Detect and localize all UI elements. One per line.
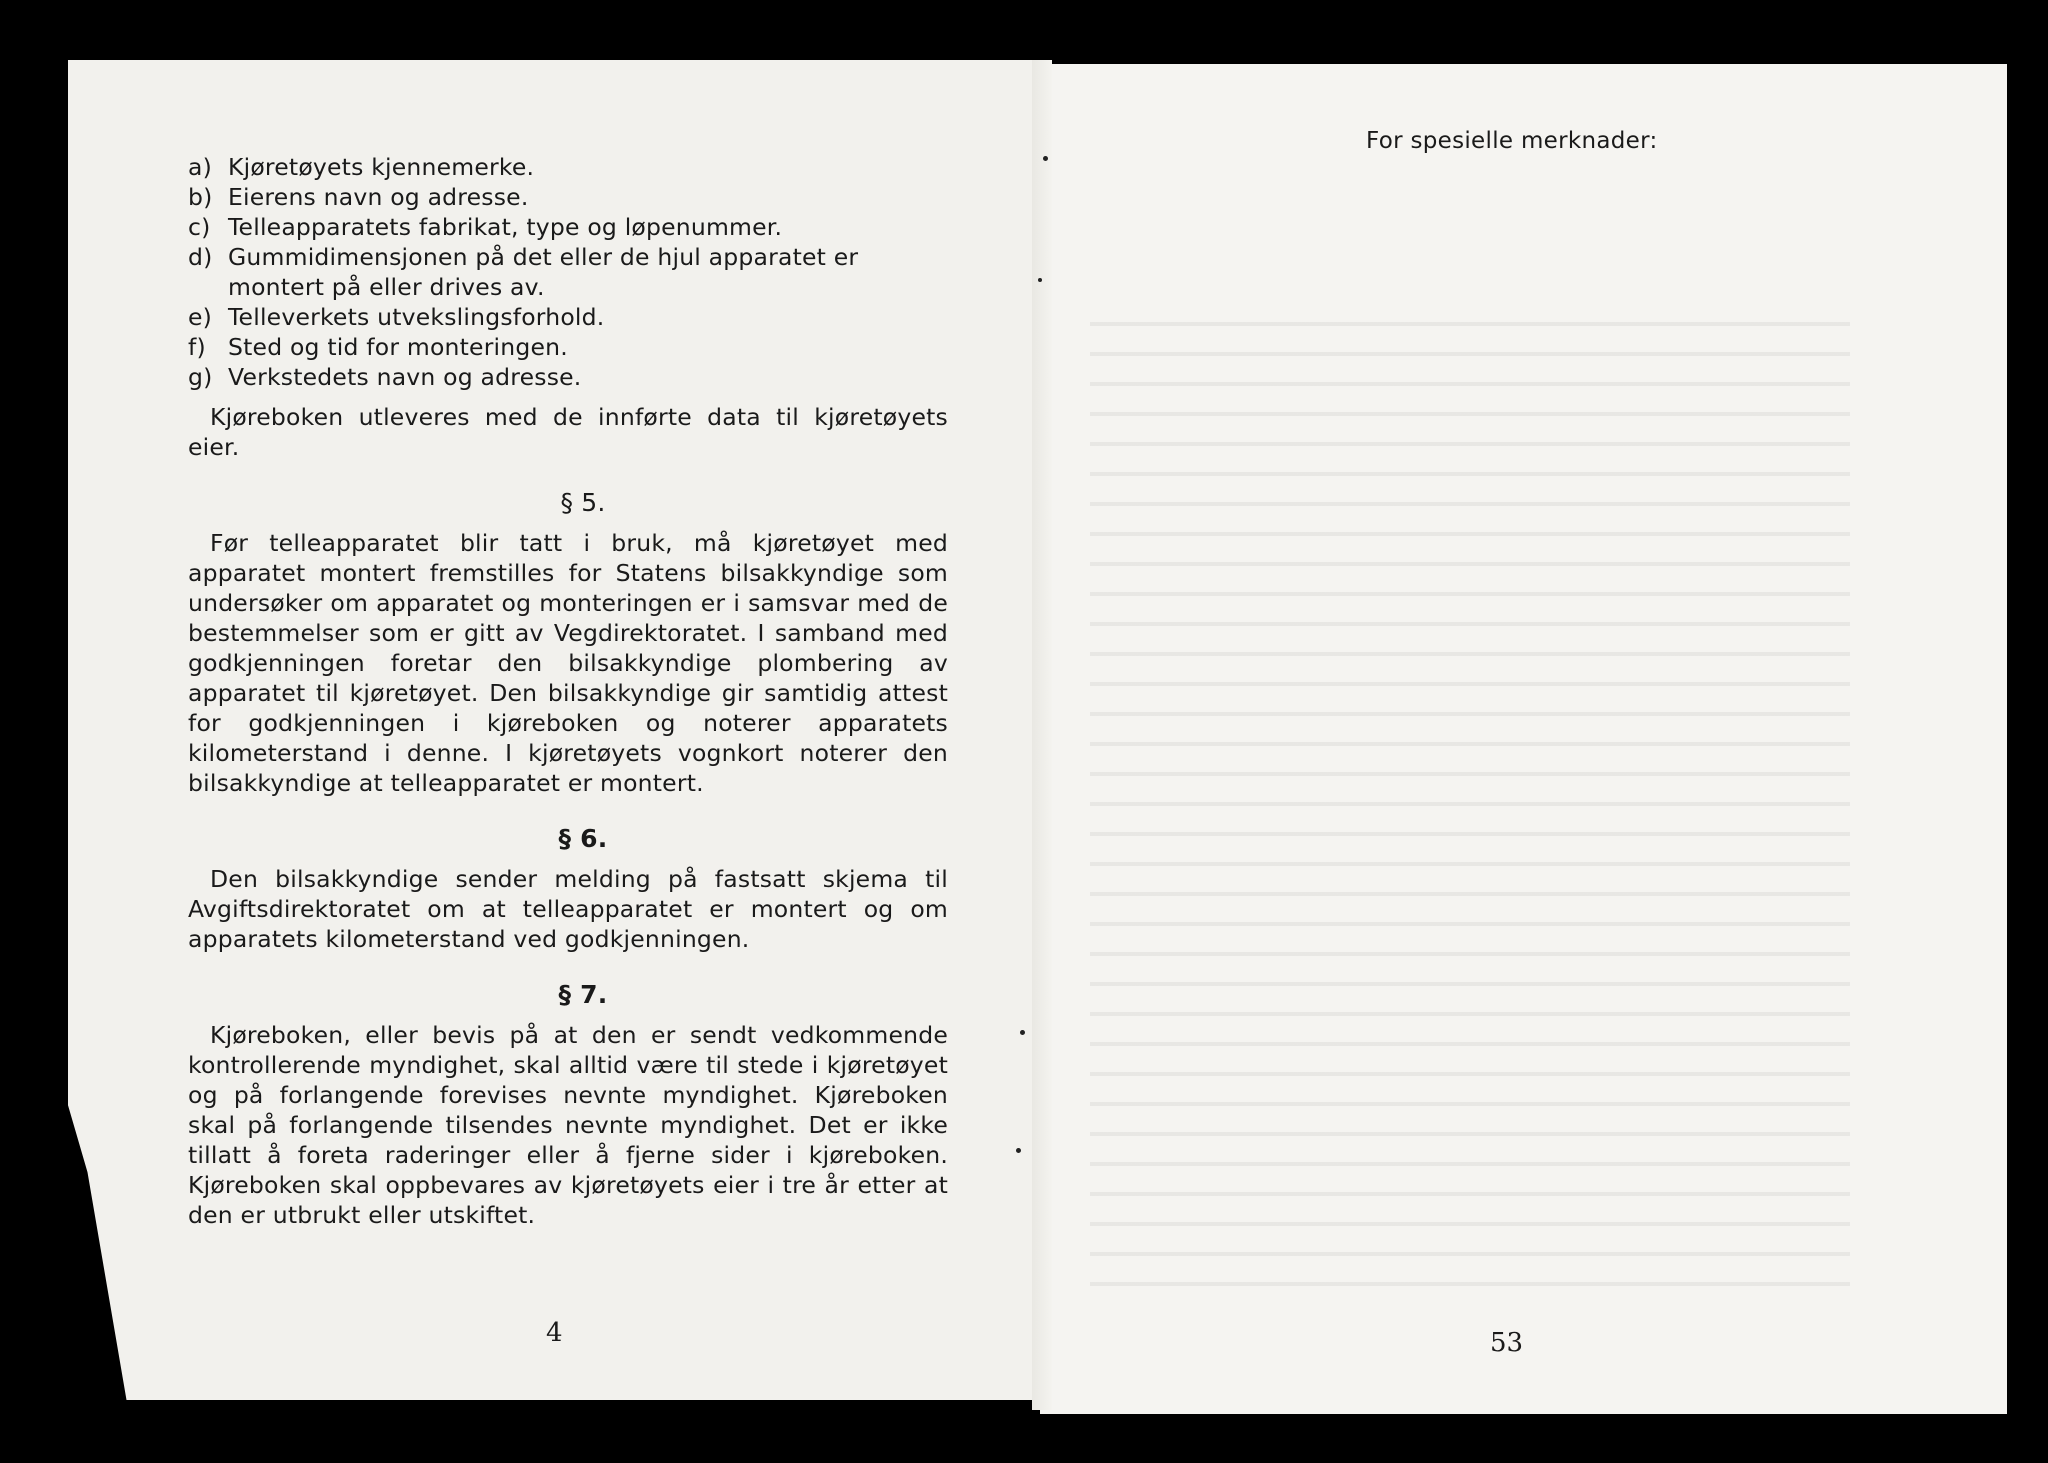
section-6-text: Den bilsakkyndige sender melding på fastsatt skjema til Avgiftsdirektoratet om at telleapparatet er montert og om apparatets kilometerstand ved godkjenningen. — [188, 865, 948, 953]
left-page-text — [188, 152, 948, 1230]
list-item: b) Eierens navn og adresse. — [188, 183, 529, 211]
list-item: c) Telleapparatets fabrikat, type og løpenummer. — [188, 213, 783, 241]
list-item: f) Sted og tid for monteringen. — [188, 333, 568, 361]
speck — [1038, 278, 1042, 282]
list-item: e) Telleverkets utvekslingsforhold. — [188, 303, 605, 331]
speck — [1043, 156, 1048, 161]
section-7-text: Kjøreboken, eller bevis på at den er sendt vedkommende kontrollerende myndighet, skal alltid være til stede i kjøretøyet og på forlangende forevises nevnte myndighet. Kjøreboken skal på forlangende tilsendes nevnte myndighet. Det er ikke tillatt å foreta raderinger eller å fjerne sider i kjøreboken. Kjøreboken skal oppbevares av kjøretøyets eier i tre år etter at den er utbrukt eller utskiftet. — [188, 1021, 948, 1229]
speck — [1016, 1148, 1021, 1153]
section-5-text: Før telleapparatet blir tatt i bruk, må kjøretøyet med apparatet montert fremstilles for Statens bilsakkyndige som undersøker om apparatet og monteringen er i samsvar med de bestemmelser som er gitt av Vegdirektoratet. I samband med godkjenningen foretar den bilsakkyndige plombering av apparatet til kjøretøyet. Den bilsakkyndige gir samtidig attest for godkjenningen i kjøreboken og noterer apparatets kilometerstand i denne. I kjøretøyets vognkort noterer den bilsakkyndige at telleapparatet er montert. — [188, 529, 948, 797]
left-page-number: 4 — [546, 1318, 563, 1348]
section-6-heading: § 6. — [558, 824, 608, 853]
bleed-through-text — [1090, 300, 1850, 1300]
section-7-heading: § 7. — [558, 980, 608, 1009]
list-item: g) Verkstedets navn og adresse. — [188, 363, 582, 391]
list-item: a) Kjøretøyets kjennemerke. — [188, 153, 535, 181]
list-item: d) Gummidimensjonen på det eller de hjul apparatet er montert på eller drives av. — [188, 243, 859, 301]
registration-list — [188, 152, 948, 392]
page-gutter — [1032, 60, 1052, 1410]
speck — [1020, 1030, 1025, 1035]
right-page-number: 53 — [1490, 1328, 1524, 1358]
paragraph-after-list: Kjøreboken utleveres med de innførte data til kjøretøyets eier. — [188, 403, 948, 461]
right-page-heading: For spesielle merknader: — [1366, 128, 1658, 154]
section-5-heading: § 5. — [560, 488, 606, 517]
